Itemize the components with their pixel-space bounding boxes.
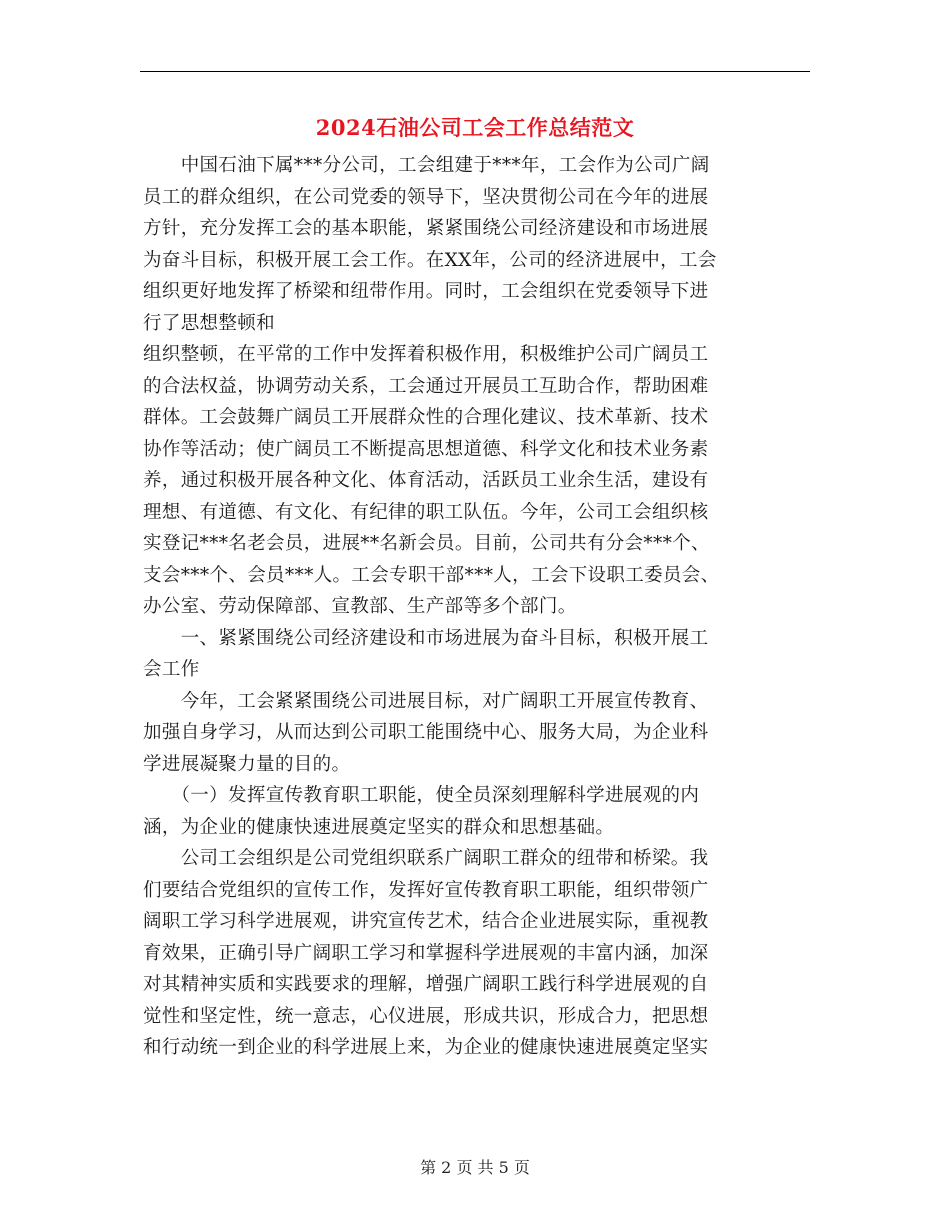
text-line: 理想、有道德、有文化、有纪律的职工队伍。今年，公司工会组织核 [143,501,709,523]
text-line: 今年，工会紧紧围绕公司进展目标，对广阔职工开展宣传教育、 [143,690,709,712]
header-rule [140,71,810,72]
document-title: 2024石油公司工会工作总结范文 [315,115,635,140]
text-line: 中国石油下属***分公司，工会组建于***年，工会作为公司广阔 [143,155,710,176]
text-line: 觉性和坚定性，统一意志，心仪进展，形成共识，形成合力，把思想 [143,1005,709,1027]
text-line: 和行动统一到企业的科学进展上来，为企业的健康快速进展奠定坚实 [143,1037,709,1058]
text-line: 学进展凝聚力量的目的。 [143,753,351,775]
text-line: 养，通过积极开展各种文化、体育活动，活跃员工业余生活，建设有 [143,470,709,491]
text-line: 办公室、劳动保障部、宣教部、生产部等多个部门。 [143,596,577,617]
text-line: 涵，为企业的健康快速进展奠定坚实的群众和思想基础。 [143,816,615,838]
text-line: 组织整顿，在平常的工作中发挥着积极作用，积极维护公司广阔员工 [143,344,709,365]
text-line: 实登记***名老会员，进展**名新会员。目前，公司共有分会***个、 [143,533,710,554]
text-line: 育效果，正确引导广阔职工学习和掌握科学进展观的丰富内涵，加深 [143,942,709,964]
document-body [143,150,815,1064]
text-line: 阔职工学习科学进展观，讲究宣传艺术，结合企业进展实际，重视教 [143,911,709,932]
text-line: 行了思想整顿和 [143,312,275,334]
text-line: 们要结合党组织的宣传工作，发挥好宣传教育职工职能，组织带领广 [143,879,709,901]
text-line: 员工的群众组织，在公司党委的领导下，坚决贯彻公司在今年的进展 [143,186,709,208]
text-line: 加强自身学习，从而达到公司职工能围绕中心、服务大局，为企业科 [143,722,709,743]
text-line: 支会***个、会员***人。工会专职干部***人，工会下设职工委员会、 [143,564,720,586]
text-line: 对其精神实质和实践要求的理解，增强广阔职工践行科学进展观的自 [143,974,709,995]
text-line: （一）发挥宣传教育职工职能，使全员深刻理解科学进展观的内 [143,785,700,806]
text-line: 组织更好地发挥了桥梁和纽带作用。同时，工会组织在党委领导下进 [143,281,709,302]
text-line: 群体。工会鼓舞广阔员工开展群众性的合理化建议、技术革新、技术 [143,407,709,428]
text-line: 方针，充分发挥工会的基本职能，紧紧围绕公司经济建设和市场进展 [143,218,709,239]
text-line: 一、紧紧围绕公司经济建设和市场进展为奋斗目标，积极开展工 [143,627,709,649]
text-line: 为奋斗目标，积极开展工会工作。在XX年，公司的经济进展中，工会 [143,249,717,271]
text-line: 的合法权益，协调劳动关系，工会通过开展员工互助合作，帮助困难 [143,375,709,397]
text-line: 会工作 [143,659,200,680]
text-line: 公司工会组织是公司党组织联系广阔职工群众的纽带和桥梁。我 [143,848,709,869]
page-footer: 第 2 页 共 5 页 [420,1158,530,1177]
text-line: 协作等活动；使广阔员工不断提高思想道德、科学文化和技术业务素 [143,438,709,460]
